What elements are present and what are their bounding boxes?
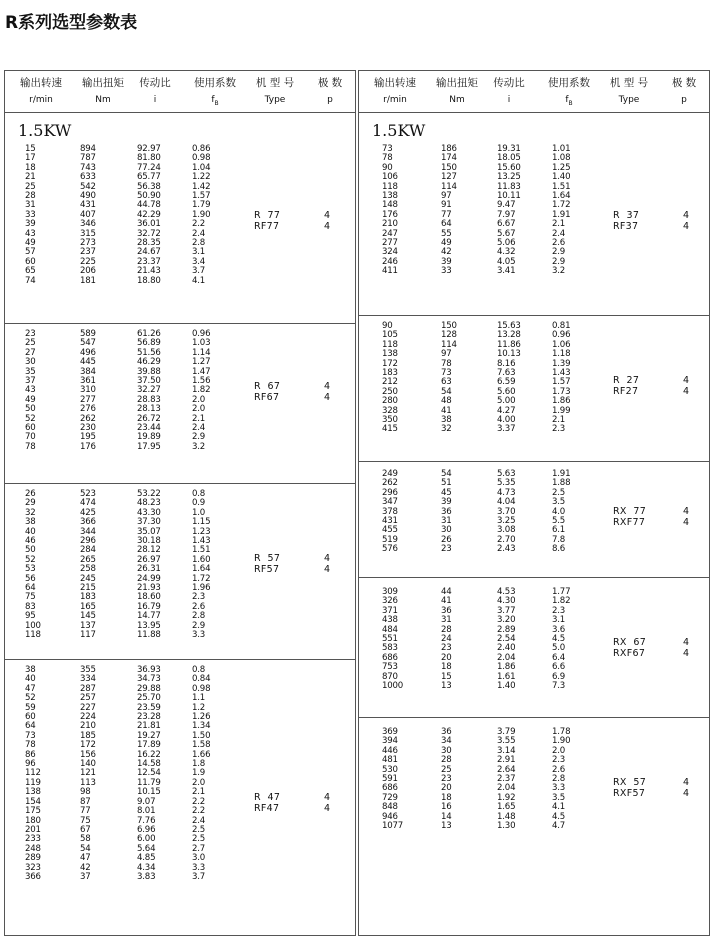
header-torque-unit: Nm [449,95,465,105]
service-factor-column: 1.77 1.82 2.3 3.1 3.6 4.5 5.0 6.4 6.6 6.9 7.3 [552,587,571,692]
pole-count: 4 4 [683,506,690,528]
model-number: R 47 RF47 [254,792,281,814]
header-speed: 输出转速 [374,77,416,89]
header-torque: 输出扭矩 [436,77,478,89]
service-factor-column: 0.8 0.9 1.0 1.15 1.23 1.43 1.51 1.60 1.64 1.72 1.96 2.3 2.6 2.8 2.9 3.3 [192,489,211,641]
header-poles: 极 数 [317,77,343,89]
speed-column: 369 394 446 481 530 591 686 729 848 946 1077 [382,727,404,832]
header-speed: 输出转速 [20,77,62,89]
header-poles-unit: p [681,95,687,105]
ratio-column: 15.63 13.28 11.86 10.13 8.16 7.63 6.59 5.60 5.00 4.27 4.00 3.37 [497,321,521,435]
service-factor-column: 0.96 1.03 1.14 1.27 1.47 1.56 1.82 2.0 2.0 2.1 2.4 2.9 3.2 [192,329,211,452]
model-number: R 27 RF27 [613,375,640,397]
model-number: R 37 RF37 [613,210,640,232]
pole-count: 4 4 [683,637,690,659]
header-ratio: 传动比 [139,77,171,89]
speed-column: 23 25 27 30 35 37 43 49 50 52 60 70 78 [25,329,36,452]
model-group-r47 [5,659,355,936]
service-factor-column: 0.8 0.84 0.98 1.1 1.2 1.26 1.34 1.50 1.58 1.66 1.8 1.9 2.0 2.1 2.2 2.2 2.4 2.5 2.5 2.7 3.0 3.3 3.7 [192,665,211,882]
model-group-r77 [5,145,355,323]
model-group-r27 [359,315,709,462]
header-model-unit: Type [618,95,640,105]
model-group-r67 [5,323,355,484]
service-factor-column: 0.86 0.98 1.04 1.22 1.42 1.57 1.79 1.90 2.2 2.4 2.8 3.1 3.4 3.7 4.1 [192,144,211,286]
header-model: 机 型 号 [609,77,649,89]
ratio-column: 92.97 81.80 77.24 65.77 56.38 50.90 44.78 42.29 36.01 32.72 28.35 24.67 23.37 21.43 18.80 [137,144,161,286]
header-model-unit: Type [264,95,286,105]
torque-column: 186 174 150 127 114 97 91 77 64 55 49 42 39 33 [441,144,457,277]
ratio-column: 19.31 18.05 15.60 13.25 11.83 10.11 9.47 7.97 6.67 5.67 5.06 4.32 4.05 3.41 [497,144,521,277]
pole-count: 4 4 [683,777,690,799]
header-torque: 输出扭矩 [82,77,124,89]
ratio-column: 3.79 3.55 3.14 2.91 2.64 2.37 2.04 1.92 1.65 1.48 1.30 [497,727,516,832]
service-factor-column: 0.81 0.96 1.06 1.18 1.39 1.43 1.57 1.73 1.86 1.99 2.1 2.3 [552,321,571,435]
speed-column: 73 78 90 106 118 138 148 176 210 247 277 324 246 411 [382,144,398,277]
header-service-unit: $f_B$ [565,95,573,107]
model-group-rx77 [359,461,709,578]
speed-column: 38 40 47 52 59 60 64 73 78 86 96 112 119 138 154 175 180 201 233 248 289 323 366 [25,665,41,882]
model-group-rx57 [359,717,709,936]
pole-count: 4 4 [683,375,690,397]
header-speed-unit: r/min [29,95,53,105]
model-number: R 77 RF77 [254,210,281,232]
model-number: RX 67 RXF67 [613,637,647,659]
header-service: 使用系数 [548,77,590,89]
torque-column: 589 547 496 445 384 361 310 277 276 262 230 195 176 [80,329,96,452]
power-rating: 1.5KW [372,121,426,140]
header-ratio-unit: i [153,95,157,105]
header-service-unit: $f_B$ [211,95,219,107]
torque-column: 150 128 114 97 78 73 63 54 48 41 38 32 [441,321,457,435]
speed-column: 26 29 32 38 40 46 50 52 53 56 64 75 83 95 100 118 [25,489,41,641]
ratio-column: 4.53 4.30 3.77 3.20 2.89 2.54 2.40 2.04 1.86 1.61 1.40 [497,587,516,692]
pole-count: 4 4 [324,792,331,814]
model-group-rx67 [359,577,709,718]
torque-column: 36 34 30 28 25 23 20 18 16 14 13 [441,727,452,832]
left-table [4,70,356,936]
ratio-column: 5.63 5.35 4.73 4.04 3.70 3.25 3.08 2.70 2.43 [497,469,516,555]
model-group-r37 [359,145,709,313]
speed-column: 249 262 296 347 378 431 455 519 576 [382,469,398,555]
torque-column: 894 787 743 633 542 490 431 407 346 315 273 237 225 206 181 [80,144,96,286]
pole-count: 4 4 [324,210,331,232]
service-factor-column: 1.01 1.08 1.25 1.40 1.51 1.64 1.72 1.91 2.1 2.4 2.6 2.9 2.9 3.2 [552,144,571,277]
header-service: 使用系数 [194,77,236,89]
torque-column: 523 474 425 366 344 296 284 265 258 245 215 183 165 145 137 117 [80,489,96,641]
header-ratio: 传动比 [493,77,525,89]
service-factor-column: 1.91 1.88 2.5 3.5 4.0 5.5 6.1 7.8 8.6 [552,469,571,555]
model-number: R 67 RF67 [254,381,281,403]
model-number: RX 77 RXF77 [613,506,647,528]
header-poles: 极 数 [671,77,697,89]
page-title: R系列选型参数表 [5,13,138,33]
ratio-column: 36.93 34.73 29.88 25.70 23.59 23.28 21.81 19.27 17.89 16.22 14.58 12.54 11.79 10.15 9.07 8.01 7.76 6.96 6.00 5.64 4.85 4.34 3.83 [137,665,161,882]
header-model: 机 型 号 [255,77,295,89]
model-number: RX 57 RXF57 [613,777,647,799]
torque-column: 44 41 36 31 28 24 23 20 18 15 13 [441,587,452,692]
pole-count: 4 4 [324,381,331,403]
model-group-r57 [5,483,355,660]
ratio-column: 53.22 48.23 43.30 37.30 35.07 30.18 28.12 26.97 26.31 24.99 21.93 18.60 16.79 14.77 13.95 11.88 [137,489,161,641]
model-number: R 57 RF57 [254,553,281,575]
power-rating: 1.5KW [18,121,72,140]
pole-count: 4 4 [324,553,331,575]
right-table [358,70,710,936]
torque-column: 54 51 45 39 36 31 30 26 23 [441,469,452,555]
header-speed-unit: r/min [383,95,407,105]
header-poles-unit: p [327,95,333,105]
speed-column: 309 326 371 438 484 551 583 686 753 870 1000 [382,587,404,692]
ratio-column: 61.26 56.89 51.56 46.29 39.88 37.50 32.27 28.83 28.13 26.72 23.44 19.89 17.95 [137,329,161,452]
torque-column: 355 334 287 257 227 224 210 185 172 156 140 121 113 98 87 77 75 67 58 54 47 42 37 [80,665,96,882]
pole-count: 4 4 [683,210,690,232]
table-header [5,71,355,113]
speed-column: 15 17 18 21 25 28 31 33 39 43 49 57 60 65 74 [25,144,36,286]
header-ratio-unit: i [507,95,511,105]
speed-column: 90 105 118 138 172 183 212 250 280 328 350 415 [382,321,398,435]
header-torque-unit: Nm [95,95,111,105]
service-factor-column: 1.78 1.90 2.0 2.3 2.6 2.8 3.3 3.5 4.1 4.5 4.7 [552,727,571,832]
table-header [359,71,709,113]
